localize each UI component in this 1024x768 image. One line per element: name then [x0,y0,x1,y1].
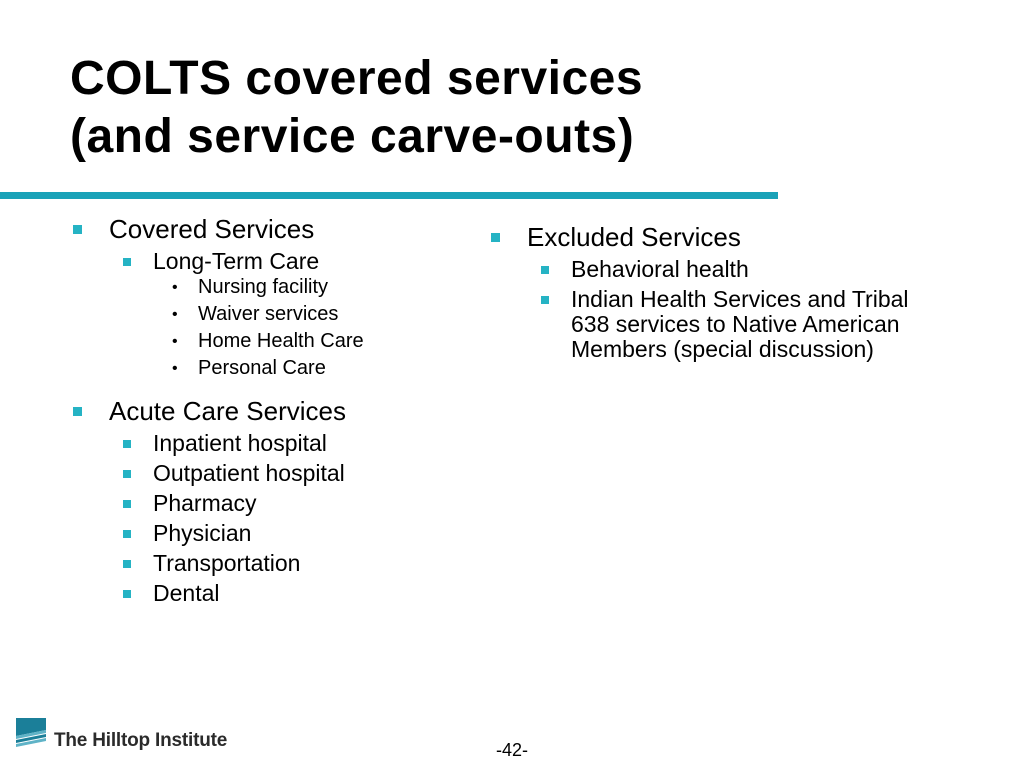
hilltop-institute-logo [16,716,276,752]
right-column [490,222,910,362]
dot-bullet-icon: • [172,279,178,296]
excluded-services-heading: Excluded Services [490,222,910,252]
square-bullet-icon [123,500,131,508]
list-item: Physician [72,521,462,546]
dot-bullet-icon: • [172,306,178,323]
square-bullet-icon [541,296,549,304]
list-item: • Waiver services [72,301,462,328]
square-bullet-icon [123,560,131,568]
list-item: • Nursing facility [72,274,462,301]
list-item: • Home Health Care [72,328,462,355]
acute-care-heading: Acute Care Services [72,396,462,426]
square-bullet-icon [123,258,131,266]
square-bullet-icon [123,470,131,478]
list-item: Pharmacy [72,491,462,516]
list-item: Transportation [72,551,462,576]
covered-services-heading: Covered Services [72,214,462,244]
list-item: Indian Health Services and Tribal 638 services to Native American Members (special discussion) [490,287,910,362]
dot-bullet-icon: • [172,360,178,377]
slide-title-line-2: (and service carve-outs) [70,110,635,163]
square-bullet-icon [491,233,500,242]
square-bullet-icon [73,225,82,234]
title-divider [0,192,778,199]
square-bullet-icon [73,407,82,416]
dot-bullet-icon: • [172,333,178,350]
list-item: • Personal Care [72,355,462,382]
square-bullet-icon [123,590,131,598]
list-item: Dental [72,581,462,606]
logo-text: The Hilltop Institute [54,730,228,751]
list-item: Outpatient hospital [72,461,462,486]
square-bullet-icon [123,440,131,448]
left-column [72,214,462,606]
slide-title [70,50,950,166]
long-term-care-heading: Long-Term Care [72,249,462,274]
hilltop-logo-icon [16,716,48,750]
slide-title-line-1: COLTS covered services [70,52,644,105]
list-item: Inpatient hospital [72,431,462,456]
page-number: -42- [495,740,528,760]
square-bullet-icon [123,530,131,538]
list-item: Behavioral health [490,257,910,282]
square-bullet-icon [541,266,549,274]
